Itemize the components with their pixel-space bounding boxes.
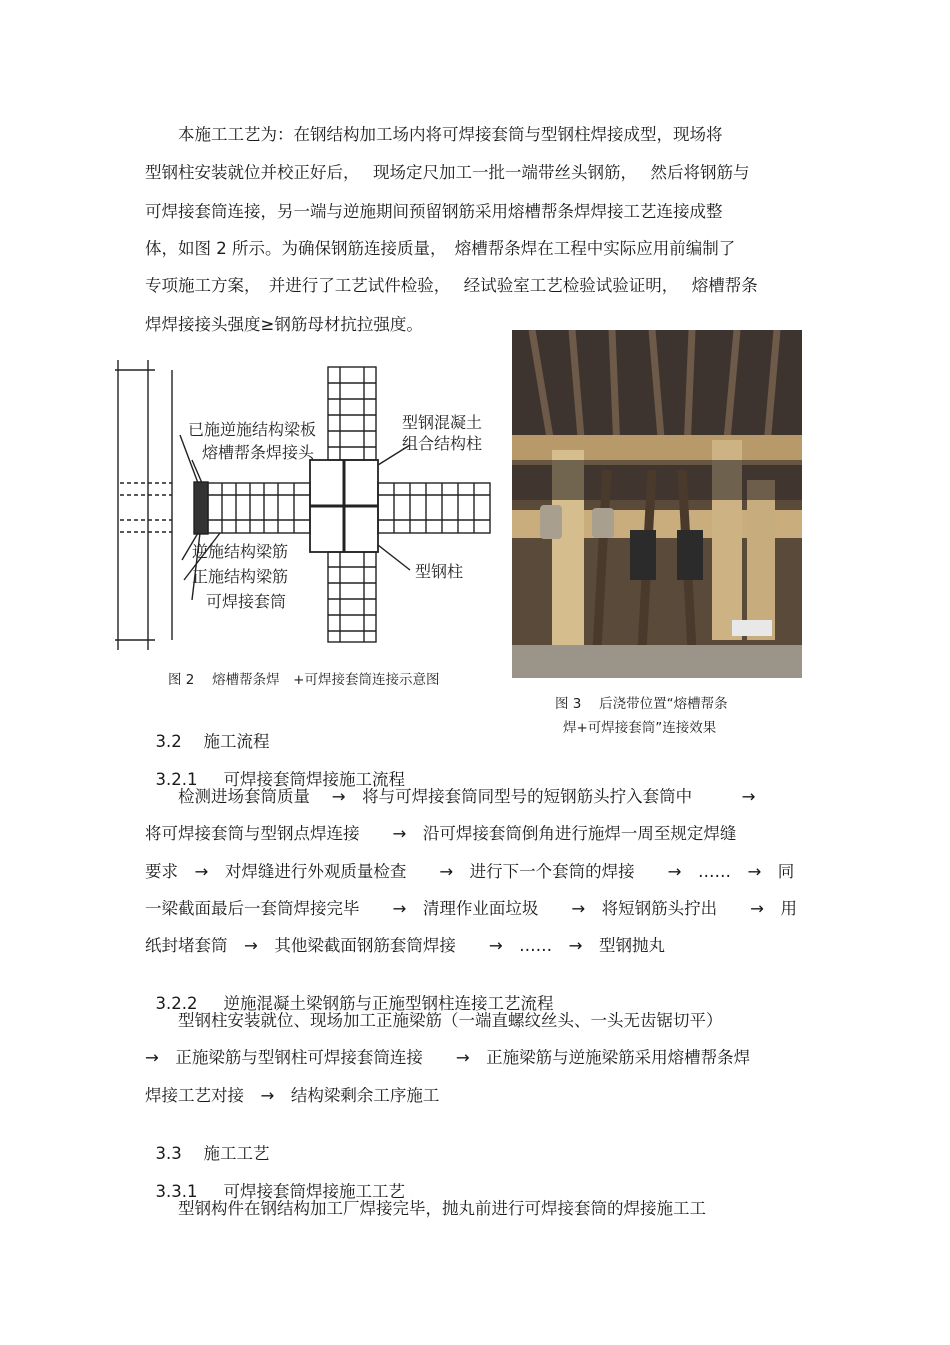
section-heading-3-3 xyxy=(145,1124,270,1164)
section-heading-3-2-2 xyxy=(145,974,554,1014)
section-number: 3.3.1 xyxy=(155,1182,198,1201)
section-title: 施工流程 xyxy=(203,732,270,751)
section-title: 施工工艺 xyxy=(203,1144,270,1163)
figure-2-caption: 图 2 熔槽帮条焊 +可焊接套筒连接示意图 xyxy=(168,672,440,688)
body-text-line: 本施工工艺为：在钢结构加工场内将可焊接套筒与型钢柱焊接成型，现场将 xyxy=(178,125,723,144)
section-number: 3.2.1 xyxy=(155,770,198,789)
flow-text-line: 将可焊接套筒与型钢点焊连接 → 沿可焊接套筒倒角进行施焊一周至规定焊缝 xyxy=(145,824,737,843)
section-number: 3.3 xyxy=(155,1144,182,1163)
body-text-line: 焊焊接接头强度≥钢筋母材抗拉强度。 xyxy=(145,315,423,334)
flow-text-line: 检测进场套筒质量 → 将与可焊接套筒同型号的短钢筋头拧入套筒中 → xyxy=(178,787,756,806)
body-text-line: 型钢柱安装就位并校正好后， 现场定尺加工一批一端带丝头钢筋， 然后将钢筋与 xyxy=(145,163,750,182)
figure-label: 型钢混凝土 xyxy=(402,413,483,432)
figure-label: 可焊接套筒 xyxy=(206,592,287,611)
body-text-line: 体，如图 2 所示。为确保钢筋连接质量， 熔槽帮条焊在工程中实际应用前编制了 xyxy=(145,239,736,258)
figure-2-diagram xyxy=(110,355,510,655)
figure-3-caption-line2: 焊+可焊接套筒”连接效果 xyxy=(563,720,717,736)
flow-text-line: 要求 → 对焊缝进行外观质量检查 → 进行下一个套筒的焊接 → …… → 同 xyxy=(145,862,795,881)
figure-label: 型钢柱 xyxy=(415,562,464,581)
body-text-line: 专项施工方案， 并进行了工艺试件检验， 经试验室工艺检验试验证明， 熔槽帮条 xyxy=(145,276,758,295)
figure-label: 熔槽帮条焊接头 xyxy=(202,443,315,462)
section-heading-3-2 xyxy=(145,712,270,752)
body-text-line: 可焊接套筒连接，另一端与逆施期间预留钢筋采用熔槽帮条焊焊接工艺连接成整 xyxy=(145,202,723,221)
section-number: 3.2.2 xyxy=(155,994,198,1013)
section-title: 可焊接套筒焊接施工工艺 xyxy=(223,1182,405,1201)
figure-label: 正施结构梁筋 xyxy=(192,567,289,586)
figure-label: 已施逆施结构梁板 xyxy=(188,420,317,439)
figure-3-photo xyxy=(512,330,802,678)
flow-text-line: 纸封堵套筒 → 其他梁截面钢筋套筒焊接 → …… → 型钢抛丸 xyxy=(145,936,665,955)
section-heading-3-2-1 xyxy=(145,750,405,790)
flow-text-line: 一梁截面最后一套筒焊接完毕 → 清理作业面垃圾 → 将短钢筋头拧出 → 用 xyxy=(145,899,797,918)
section-title: 逆施混凝土梁钢筋与正施型钢柱连接工艺流程 xyxy=(223,994,554,1013)
body-text-line: 型钢构件在钢结构加工厂焊接完毕，抛丸前进行可焊接套筒的焊接施工工 xyxy=(178,1199,706,1218)
figure-label: 组合结构柱 xyxy=(402,434,483,453)
section-number: 3.2 xyxy=(155,732,182,751)
flow-text-line: 焊接工艺对接 → 结构梁剩余工序施工 xyxy=(145,1086,440,1105)
figure-3-caption-line1: 图 3 后浇带位置“熔槽帮条 xyxy=(555,696,728,712)
figure-label: 逆施结构梁筋 xyxy=(192,542,289,561)
section-heading-3-3-1 xyxy=(145,1162,405,1202)
flow-text-line: → 正施梁筋与型钢柱可焊接套筒连接 → 正施梁筋与逆施梁筋采用熔槽帮条焊 xyxy=(145,1048,751,1067)
section-title: 可焊接套筒焊接施工流程 xyxy=(223,770,405,789)
flow-text-line: 型钢柱安装就位、现场加工正施梁筋（一端直螺纹丝头、一头无齿锯切平） xyxy=(178,1011,723,1030)
